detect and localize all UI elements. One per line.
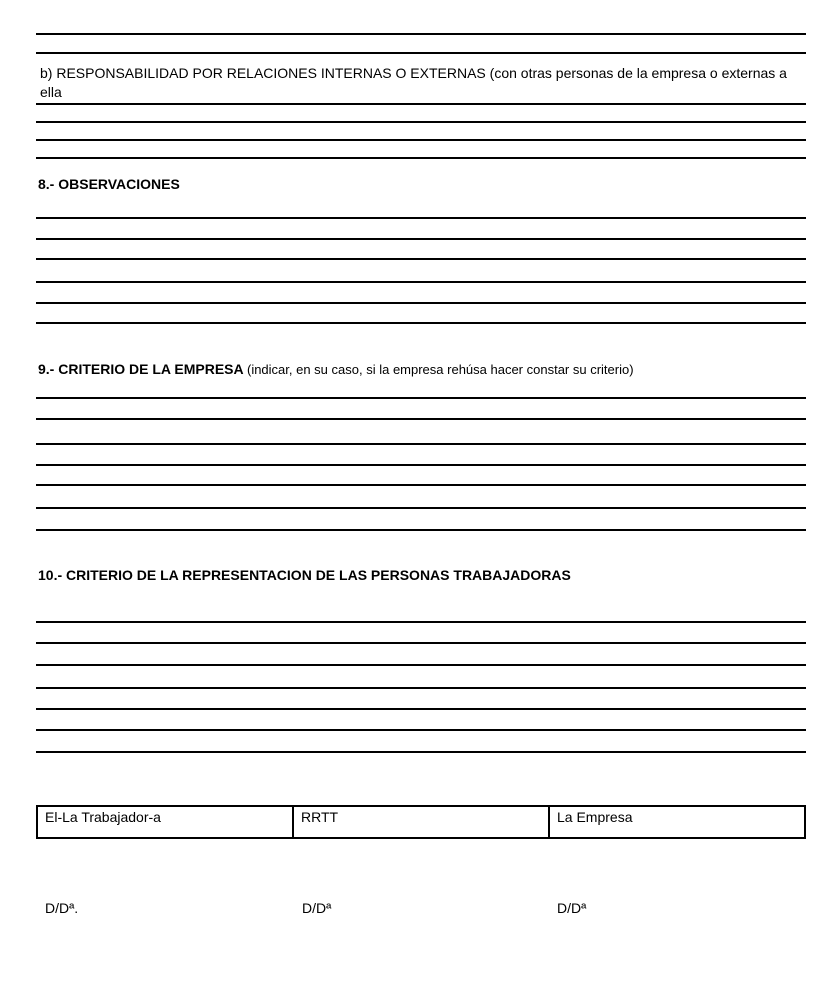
ruled-line <box>36 708 806 710</box>
ruled-line <box>36 281 806 283</box>
ruled-line <box>36 664 806 666</box>
ruled-line <box>36 217 806 219</box>
ruled-line <box>36 621 806 623</box>
section-9-note: (indicar, en su caso, si la empresa rehúsa hacer constar su criterio) <box>246 362 634 377</box>
signature-column-worker-label: El-La Trabajador-a <box>45 809 161 825</box>
signature-column-company-label: La Empresa <box>557 809 633 825</box>
ruled-line <box>36 258 806 260</box>
signature-table-cell-company <box>550 807 804 837</box>
ruled-line <box>36 302 806 304</box>
signature-column-rrtt-label: RRTT <box>301 809 339 825</box>
ruled-line <box>36 464 806 466</box>
section-10-heading: 10.- CRITERIO DE LA REPRESENTACION DE LAS PERSONAS TRABAJADORAS <box>38 567 571 583</box>
ruled-line <box>36 751 806 753</box>
ruled-line <box>36 157 806 159</box>
ruled-line <box>36 238 806 240</box>
ruled-line <box>36 121 806 123</box>
signature-table-cell-worker <box>38 807 294 837</box>
signature-table <box>36 805 806 839</box>
ruled-line <box>36 139 806 141</box>
ruled-line <box>36 418 806 420</box>
ruled-line <box>36 443 806 445</box>
ruled-line <box>36 529 806 531</box>
ruled-line <box>36 33 806 35</box>
signature-table-cell-rrtt <box>294 807 550 837</box>
signature-name-company: D/Dª <box>557 900 587 916</box>
section-9-heading <box>38 361 634 377</box>
signature-name-rrtt: D/Dª <box>302 900 332 916</box>
section-9-title: 9.- CRITERIO DE LA EMPRESA <box>38 361 244 377</box>
section-8-heading: 8.- OBSERVACIONES <box>38 176 180 192</box>
ruled-line <box>36 642 806 644</box>
ruled-line <box>36 322 806 324</box>
section-b-heading: b) RESPONSABILIDAD POR RELACIONES INTERNAS O EXTERNAS (con otras personas de la empresa o externas a ella <box>40 65 787 100</box>
ruled-line <box>36 687 806 689</box>
signature-name-worker: D/Dª. <box>45 900 79 916</box>
ruled-line <box>36 397 806 399</box>
ruled-line <box>36 729 806 731</box>
ruled-line <box>36 103 806 105</box>
ruled-line <box>36 52 806 54</box>
ruled-line <box>36 484 806 486</box>
ruled-line <box>36 507 806 509</box>
